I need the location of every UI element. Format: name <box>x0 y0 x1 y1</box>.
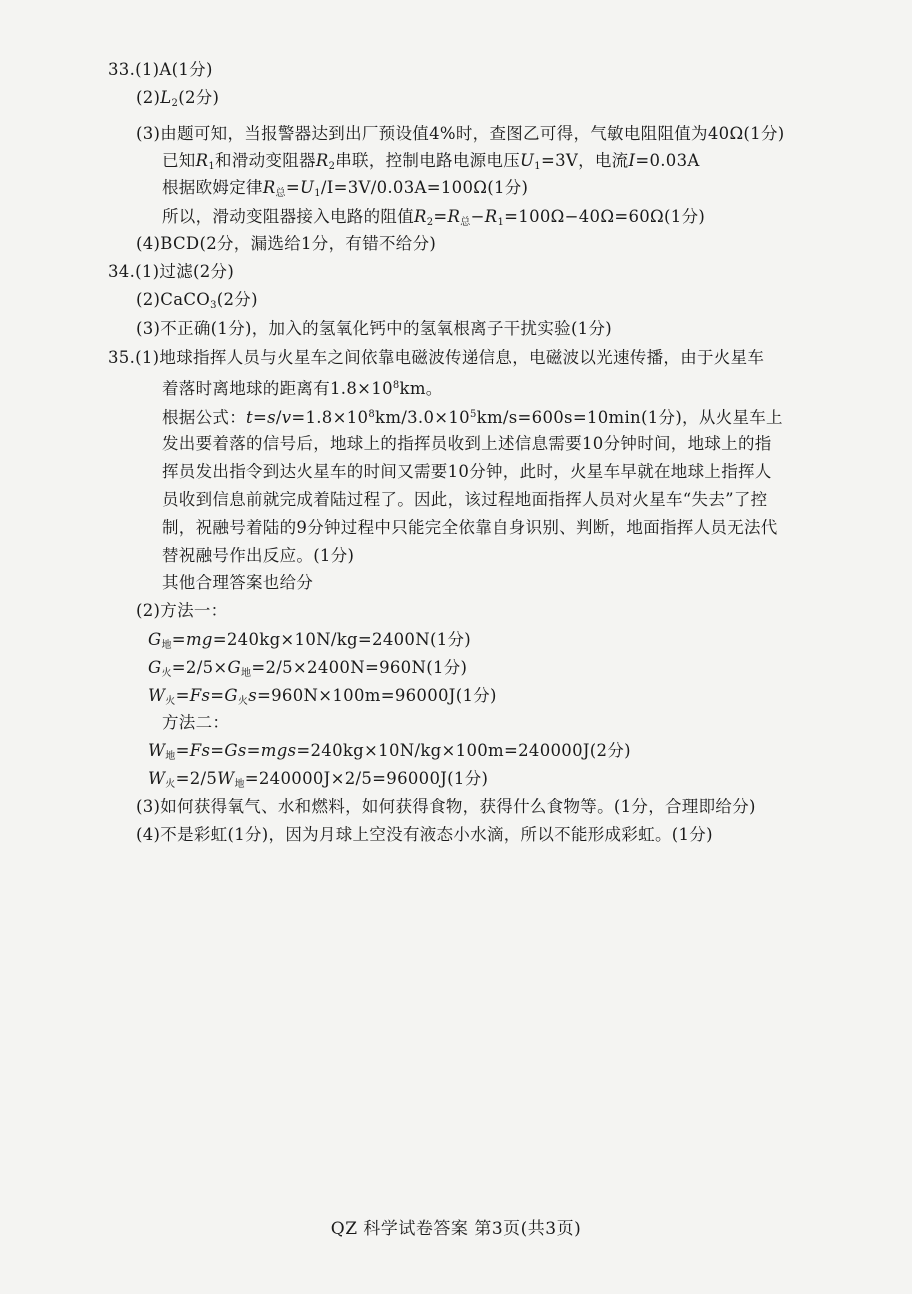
q35-part1-formula: 根据公式：$t=s/v=1.8\times 10^8km/3.0\times 10^5km/s=600s=10\min(1$分)，从火星车上 <box>162 408 783 427</box>
q35-part1-line6: 员收到信息前就完成着陆过程了。因此，该过程地面指挥人员对火星车“失去”了控 <box>162 490 768 509</box>
q35-method2-line1: $W_地=Fs=Gs=mgs=240kg\times 10N/kg\times 100m=240000J(2$分) <box>148 741 631 762</box>
q34-part3: (3)不正确(1分)，加入的氢氧化钙中的氢氧根离子干扰实验(1分) <box>136 319 613 338</box>
q35-part1-line1: 35.(1)地球指挥人员与火星车之间依靠电磁波传递信息，电磁波以光速传播，由于火星车 <box>108 348 765 367</box>
q35-part2-method1: (2)方法一： <box>136 601 228 620</box>
q35-part1-line5: 挥员发出指令到达火星车的时间又需要10分钟，此时，火星车早就在地球上指挥人 <box>162 462 772 481</box>
q33-part4: (4)BCD(2分，漏选给1分，有错不给分) <box>136 234 437 253</box>
q33-part3-known: 已知$R_1$和滑动变阻器$R_2$串联，控制电路电源电压$U_1=3V$，电流I=0.03A <box>162 151 700 172</box>
q35-part1-line8: 替祝融号作出反应。(1分) <box>162 546 355 565</box>
q33-part1: 33.(1)A(1分) <box>108 60 213 79</box>
q35-part1-line2: 着落时离地球的距离有$1.8\times 10^8km$。 <box>162 379 443 398</box>
q33-part3-ohm: 根据欧姆定律$R_总=U_1/I=3V/0.03A=100\Omega(1$分) <box>162 178 529 199</box>
q35-part1-line4: 发出要着落的信号后，地球上的指挥员收到上述信息需要10分钟时间，地球上的指 <box>162 434 772 453</box>
q35-method1-line3: $W_火=Fs=G_火s=960N\times 100m=96000J(1$分) <box>148 686 497 707</box>
q35-method2-line2: $W_火=2/5W_地=240000J\times 2/5=96000J(1$分) <box>148 769 489 790</box>
q35-method1-line1: $G_地=mg=240kg\times 10N/kg=2400N(1$分) <box>148 630 472 651</box>
q35-part1-note: 其他合理答案也给分 <box>162 573 314 592</box>
q35-part4: (4)不是彩虹(1分)，因为月球上空没有液态小水滴，所以不能形成彩虹。(1分) <box>136 825 713 844</box>
q35-part3: (3)如何获得氧气、水和燃料，如何获得食物，获得什么食物等。(1分，合理即给分) <box>136 797 756 816</box>
q33-part2: $(2)L_2(2$分) <box>136 88 220 109</box>
q33-part3-result: 所以，滑动变阻器接入电路的阻值$R_2=R_总-R_1=100\Omega-40\Omega=60\Omega(1$分) <box>162 207 706 228</box>
q35-method1-line2: $G_火=2/5\times G_地=2/5\times 2400N=960N(1$分) <box>148 658 468 679</box>
page-footer: QZ 科学试卷答案 第3页(共3页) <box>330 1219 582 1239</box>
q35-part1-line7: 制，祝融号着陆的9分钟过程中只能完全依靠自身识别、判断，地面指挥人员无法代 <box>162 518 778 537</box>
q35-part2-method2: 方法二： <box>162 713 230 732</box>
q34-part1: 34.(1)过滤(2分) <box>108 262 235 281</box>
q34-part2: (2)CaCO$_3$(2分) <box>136 290 258 311</box>
q33-part3-intro: (3)由题可知，当报警器达到出厂预设值4%时，查图乙可得，气敏电阻阻值为40Ω(1分) <box>136 124 785 143</box>
